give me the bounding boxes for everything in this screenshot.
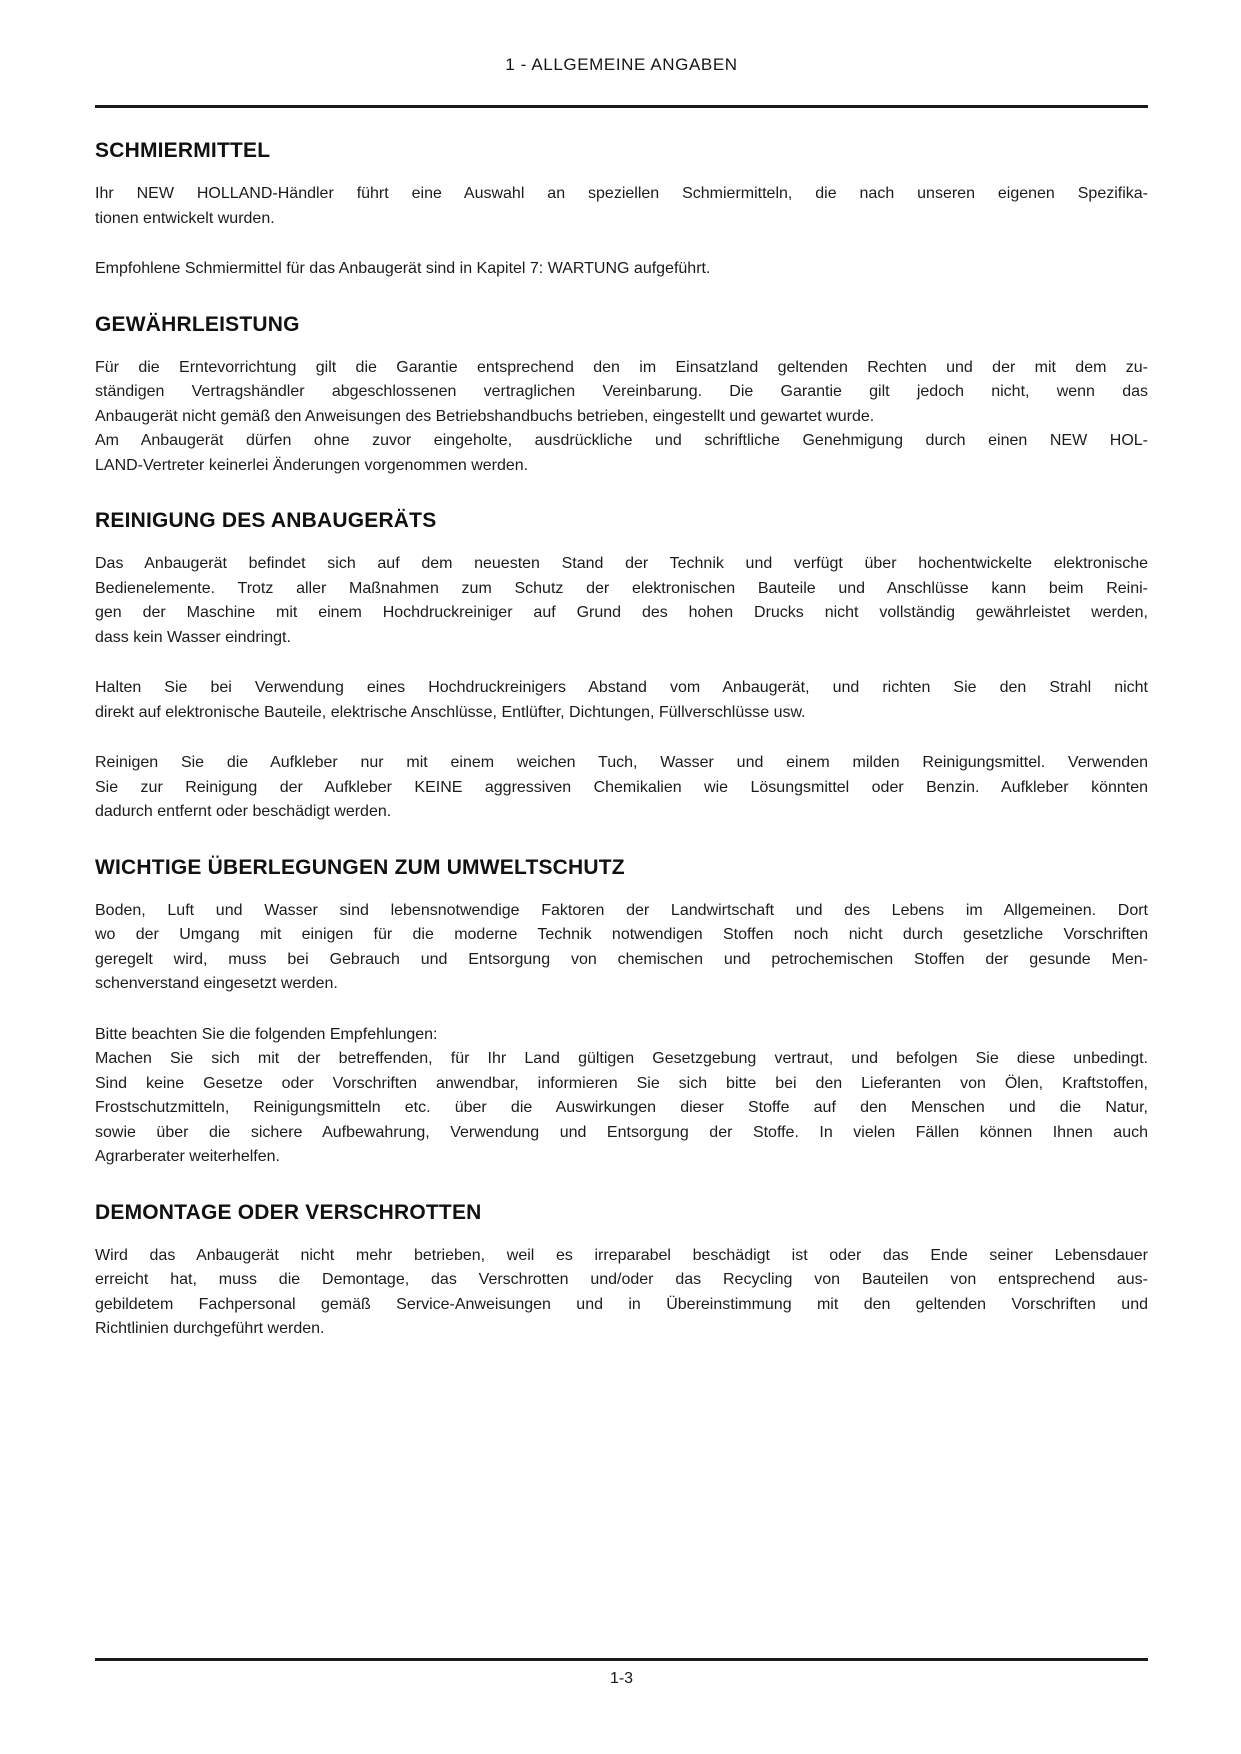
paragraph-block: [95, 182, 1148, 231]
text-line: wo der Umgang mit einigen für die moderne Technik notwendigen Stoffen noch nicht durch gesetzliche Vorschriften: [95, 926, 1148, 943]
text-line: schenverstand eingesetzt werden.: [95, 975, 338, 992]
line-group: [95, 751, 1148, 825]
line-group: [95, 1047, 1148, 1170]
text-line: Reinigen Sie die Aufkleber nur mit einem weichen Tuch, Wasser und einem milden Reinigungsmittel. Verwenden: [95, 754, 1148, 771]
doc-section: [95, 1200, 1148, 1342]
page-footer: [95, 1658, 1148, 1688]
line-group: [95, 356, 1148, 430]
text-line: LAND-Vertreter keinerlei Änderungen vorgenommen werden.: [95, 456, 529, 474]
text-line: dadurch entfernt oder beschädigt werden.: [95, 803, 392, 820]
text-line: Für die Erntevorrichtung gilt die Garantie entsprechend den im Einsatzland geltenden Rechten und der mit dem zu-: [95, 358, 1148, 376]
paragraph-block: [95, 1023, 1148, 1170]
text-line: Frostschutzmitteln, Reinigungsmitteln etc. über die Auswirkungen dieser Stoffe auf den Menschen und die Natur,: [95, 1099, 1148, 1116]
doc-section: [95, 855, 1148, 1170]
text-line: Boden, Luft und Wasser sind lebensnotwendige Faktoren der Landwirtschaft und des Lebens im Allgemeinen. Dort: [95, 901, 1148, 919]
doc-section: [95, 138, 1148, 282]
text-line: Bedienelemente. Trotz aller Maßnahmen zum Schutz der elektronischen Bauteile und Anschlüsse kann beim Reini-: [95, 579, 1148, 597]
text-line: direkt auf elektronische Bauteile, elektrische Anschlüsse, Entlüfter, Dichtungen, Füllverschlüsse usw.: [95, 703, 806, 721]
text-line: ständigen Vertragshändler abgeschlossenen vertraglichen Vereinbarung. Die Garantie gilt jedoch nicht, wenn das: [95, 383, 1148, 400]
paragraph-block: [95, 552, 1148, 650]
text-line: Empfohlene Schmiermittel für das Anbaugerät sind in Kapitel 7: WARTUNG aufgeführt.: [95, 260, 711, 277]
text-line: Das Anbaugerät befindet sich auf dem neuesten Stand der Technik und verfügt über hochentwickelte elektronische: [95, 555, 1148, 572]
text-line: sowie über die sichere Aufbewahrung, Verwendung und Entsorgung der Stoffe. In vielen Fällen können Ihnen auch: [95, 1123, 1148, 1141]
section-heading: DEMONTAGE ODER VERSCHROTTEN: [95, 1200, 482, 1224]
text-line: gen der Maschine mit einem Hochdruckreiniger auf Grund des hohen Drucks nicht vollständig gewährleistet werden,: [95, 604, 1148, 621]
text-line: dass kein Wasser eindringt.: [95, 628, 291, 646]
doc-section: [95, 312, 1148, 479]
paragraph-block: [95, 899, 1148, 997]
text-line: Wird das Anbaugerät nicht mehr betrieben, weil es irreparabel beschädigt ist oder das Ende seiner Lebensdauer: [95, 1246, 1148, 1264]
text-line: gebildetem Fachpersonal gemäß Service-Anweisungen und in Übereinstimmung mit den geltenden Vorschriften und: [95, 1295, 1148, 1313]
section-heading: REINIGUNG DES ANBAUGERÄTS: [95, 509, 437, 532]
doc-section: [95, 508, 1148, 825]
section-heading: GEWÄHRLEISTUNG: [95, 312, 300, 336]
line-group: [95, 429, 1148, 478]
line-group: [95, 257, 1148, 282]
header-rule: [95, 105, 1148, 108]
section-heading: WICHTIGE ÜBERLEGUNGEN ZUM UMWELTSCHUTZ: [95, 855, 625, 879]
paragraph-block: [95, 751, 1148, 825]
line-group: [95, 1244, 1148, 1342]
paragraph-block: [95, 1244, 1148, 1342]
paragraph-block: [95, 356, 1148, 479]
content: [95, 138, 1148, 1342]
paragraph-block: [95, 676, 1148, 725]
line-group: [95, 1023, 1148, 1048]
text-line: erreicht hat, muss die Demontage, das Verschrotten und/oder das Recycling von Bauteilen von entsprechend aus-: [95, 1271, 1148, 1288]
text-line: Sie zur Reinigung der Aufkleber KEINE aggressiven Chemikalien wie Lösungsmittel oder Benzin. Aufkleber könnten: [95, 778, 1148, 796]
line-group: [95, 182, 1148, 231]
section-heading: SCHMIERMITTEL: [95, 139, 271, 162]
text-line: Sind keine Gesetze oder Vorschriften anwendbar, informieren Sie sich bitte bei den Lieferanten von Ölen, Kraftstoffen,: [95, 1074, 1148, 1092]
footer-rule: [95, 1658, 1148, 1661]
text-line: Bitte beachten Sie die folgenden Empfehlungen:: [95, 1025, 438, 1043]
page-header-title: 1 - ALLGEMEINE ANGABEN: [505, 55, 738, 74]
line-group: [95, 552, 1148, 650]
text-line: Anbaugerät nicht gemäß den Anweisungen des Betriebshandbuchs betrieben, eingestellt und gewartet wurde.: [95, 407, 875, 425]
text-line: Machen Sie sich mit der betreffenden, für Ihr Land gültigen Gesetzgebung vertraut, und befolgen Sie diese unbedingt.: [95, 1050, 1148, 1067]
text-line: Am Anbaugerät dürfen ohne zuvor eingeholte, ausdrückliche und schriftliche Genehmigung durch einen NEW HOL-: [95, 432, 1148, 449]
text-line: tionen entwickelt wurden.: [95, 209, 275, 227]
line-group: [95, 676, 1148, 725]
page-number: 1-3: [609, 1670, 634, 1687]
text-line: Agrarberater weiterhelfen.: [95, 1148, 280, 1165]
text-line: Richtlinien durchgeführt werden.: [95, 1320, 325, 1337]
text-line: Halten Sie bei Verwendung eines Hochdruckreinigers Abstand vom Anbaugerät, und richten Sie den Strahl nicht: [95, 679, 1148, 696]
line-group: [95, 899, 1148, 997]
text-line: geregelt wird, muss bei Gebrauch und Entsorgung von chemischen und petrochemischen Stoffen der gesunde Men-: [95, 950, 1148, 968]
paragraph-block: [95, 257, 1148, 282]
text-line: Ihr NEW HOLLAND-Händler führt eine Auswahl an speziellen Schmiermitteln, die nach unseren eigenen Spezifika-: [95, 185, 1148, 202]
